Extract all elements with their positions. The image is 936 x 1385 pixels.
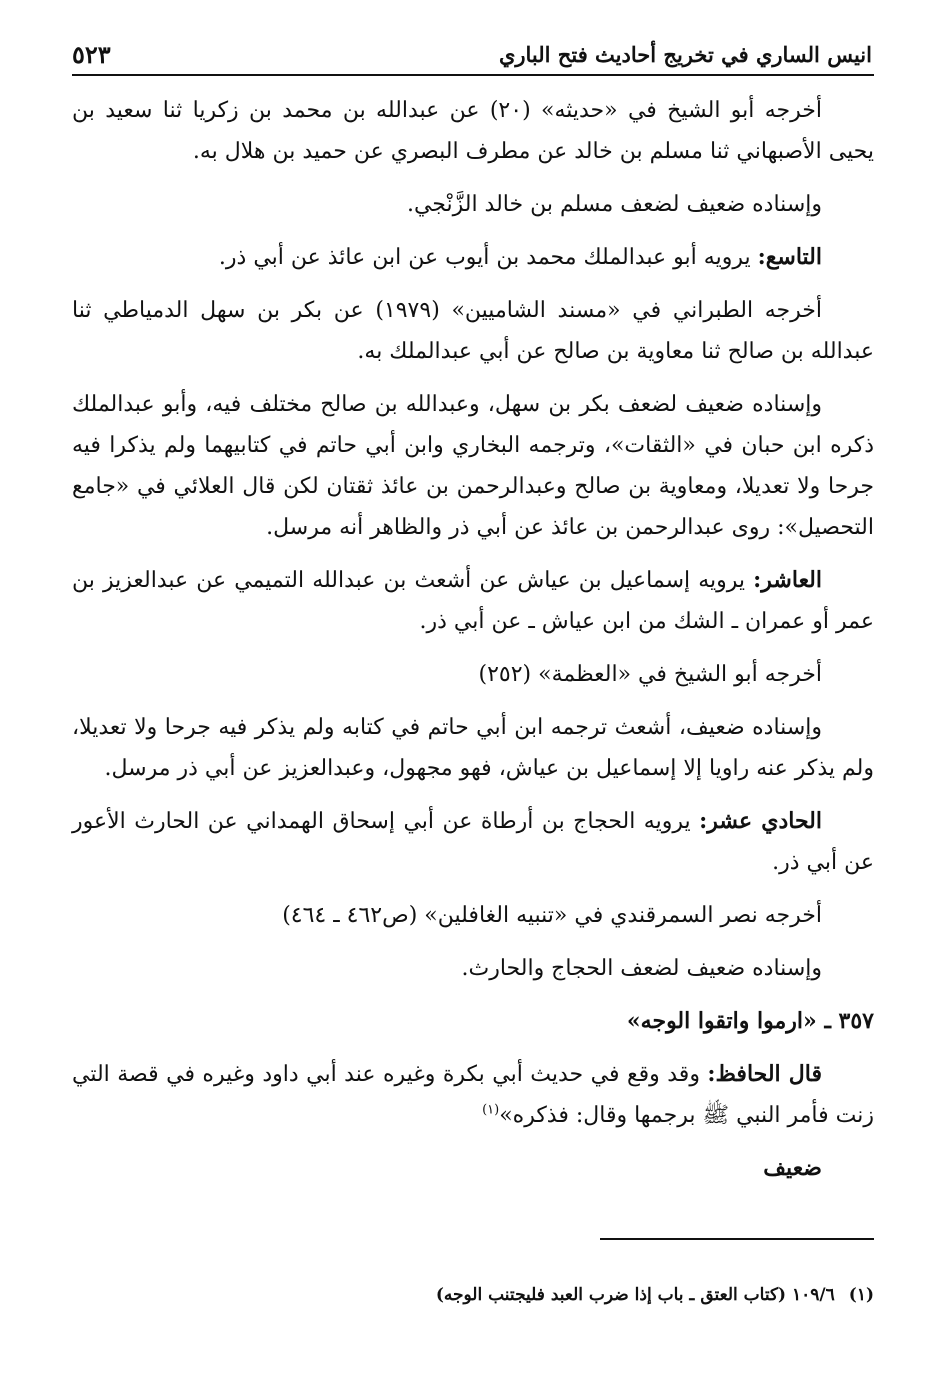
hadith-heading: ٣٥٧ ـ «ارموا واتقوا الوجه» bbox=[626, 1008, 874, 1034]
footnote-marker: (١) bbox=[848, 1285, 874, 1305]
footnote-text: ١٠٩/٦ (كتاب العتق ـ باب إذا ضرب العبد فليجتنب الوجه) bbox=[435, 1285, 835, 1305]
footnote bbox=[436, 1285, 874, 1305]
section-lead: قال الحافظ: bbox=[707, 1061, 822, 1087]
page-body bbox=[72, 90, 874, 1189]
running-title: انيس الساري في تخريج أحاديث فتح الباري bbox=[498, 42, 872, 67]
paragraph: الحادي عشر: يرويه الحجاج بن أرطاة عن أبي إسحاق الهمداني عن الحارث الأعور عن أبي ذر. bbox=[72, 808, 874, 875]
paragraph: وإسناده ضعيف لضعف الحجاج والحارث. bbox=[461, 956, 822, 981]
section-lead: التاسع: bbox=[757, 244, 822, 270]
paragraph: وإسناده ضعيف لضعف بكر بن سهل، وعبدالله بن صالح مختلف فيه، وأبو عبدالملك ذكره ابن حبان في «الثقات»، وترجمه البخاري وابن أبي حاتم في كتابيهما ولم يذكرا فيه جرحا ولا تعديلا، ومعاوية بن صالح وعبدالرحمن بن عائذ ثقتان لكن قال العلائي في «جامع التحصيل»: روى عبدالرحمن بن عائذ عن أبي ذر والظاهر أنه مرسل. bbox=[72, 392, 874, 540]
grade-label: ضعيف bbox=[763, 1155, 822, 1181]
paragraph: وإسناده ضعيف، أشعث ترجمه ابن أبي حاتم في كتابه ولم يذكر فيه جرحا ولا تعديلا، ولم يذكر عنه راويا إلا إسماعيل بن عياش، فهو مجهول، وعبدالعزيز عن أبي ذر مرسل. bbox=[72, 715, 874, 781]
footnote-ref[interactable]: (١) bbox=[482, 1102, 500, 1118]
paragraph: أخرجه الطبراني في «مسند الشاميين» (١٩٧٩) عن بكر بن سهل الدمياطي ثنا عبدالله بن صالح ثنا معاوية بن صالح عن أبي عبدالملك به. bbox=[72, 298, 874, 364]
footnote-divider bbox=[600, 1238, 874, 1240]
paragraph: التاسع: يرويه أبو عبدالملك محمد بن أيوب عن ابن عائذ عن أبي ذر. bbox=[218, 244, 822, 270]
paragraph: أخرجه أبو الشيخ في «حديثه» (٢٠) عن عبدالله بن محمد بن زكريا ثنا سعيد بن يحيى الأصبهاني ثنا مسلم بن خالد عن مطرف البصري عن حميد بن هلال به. bbox=[72, 98, 874, 164]
page-number: ٥٢٣ bbox=[72, 40, 111, 69]
book-page bbox=[72, 30, 874, 1201]
paragraph: أخرجه نصر السمرقندي في «تنبيه الغافلين» (ص٤٦٢ ـ ٤٦٤) bbox=[282, 903, 822, 928]
page-header bbox=[72, 30, 874, 76]
paragraph: وإسناده ضعيف لضعف مسلم بن خالد الزَّنْجي. bbox=[406, 192, 822, 217]
section-lead: الحادي عشر: bbox=[699, 808, 822, 834]
paragraph: أخرجه أبو الشيخ في «العظمة» (٢٥٢) bbox=[478, 662, 822, 687]
paragraph: العاشر: يرويه إسماعيل بن عياش عن أشعث بن عبدالله التميمي عن عبدالعزيز بن عمر أو عمران ـ الشك من ابن عياش ـ عن أبي ذر. bbox=[72, 567, 874, 634]
section-lead: العاشر: bbox=[753, 567, 822, 593]
hafiz-paragraph: قال الحافظ: وقد وقع في حديث أبي بكرة وغيره عند أبي داود وغيره في قصة التي زنت فأمر النبي ﷺ برجمها وقال: فذكره»$^{(١)}$ bbox=[72, 1061, 874, 1128]
